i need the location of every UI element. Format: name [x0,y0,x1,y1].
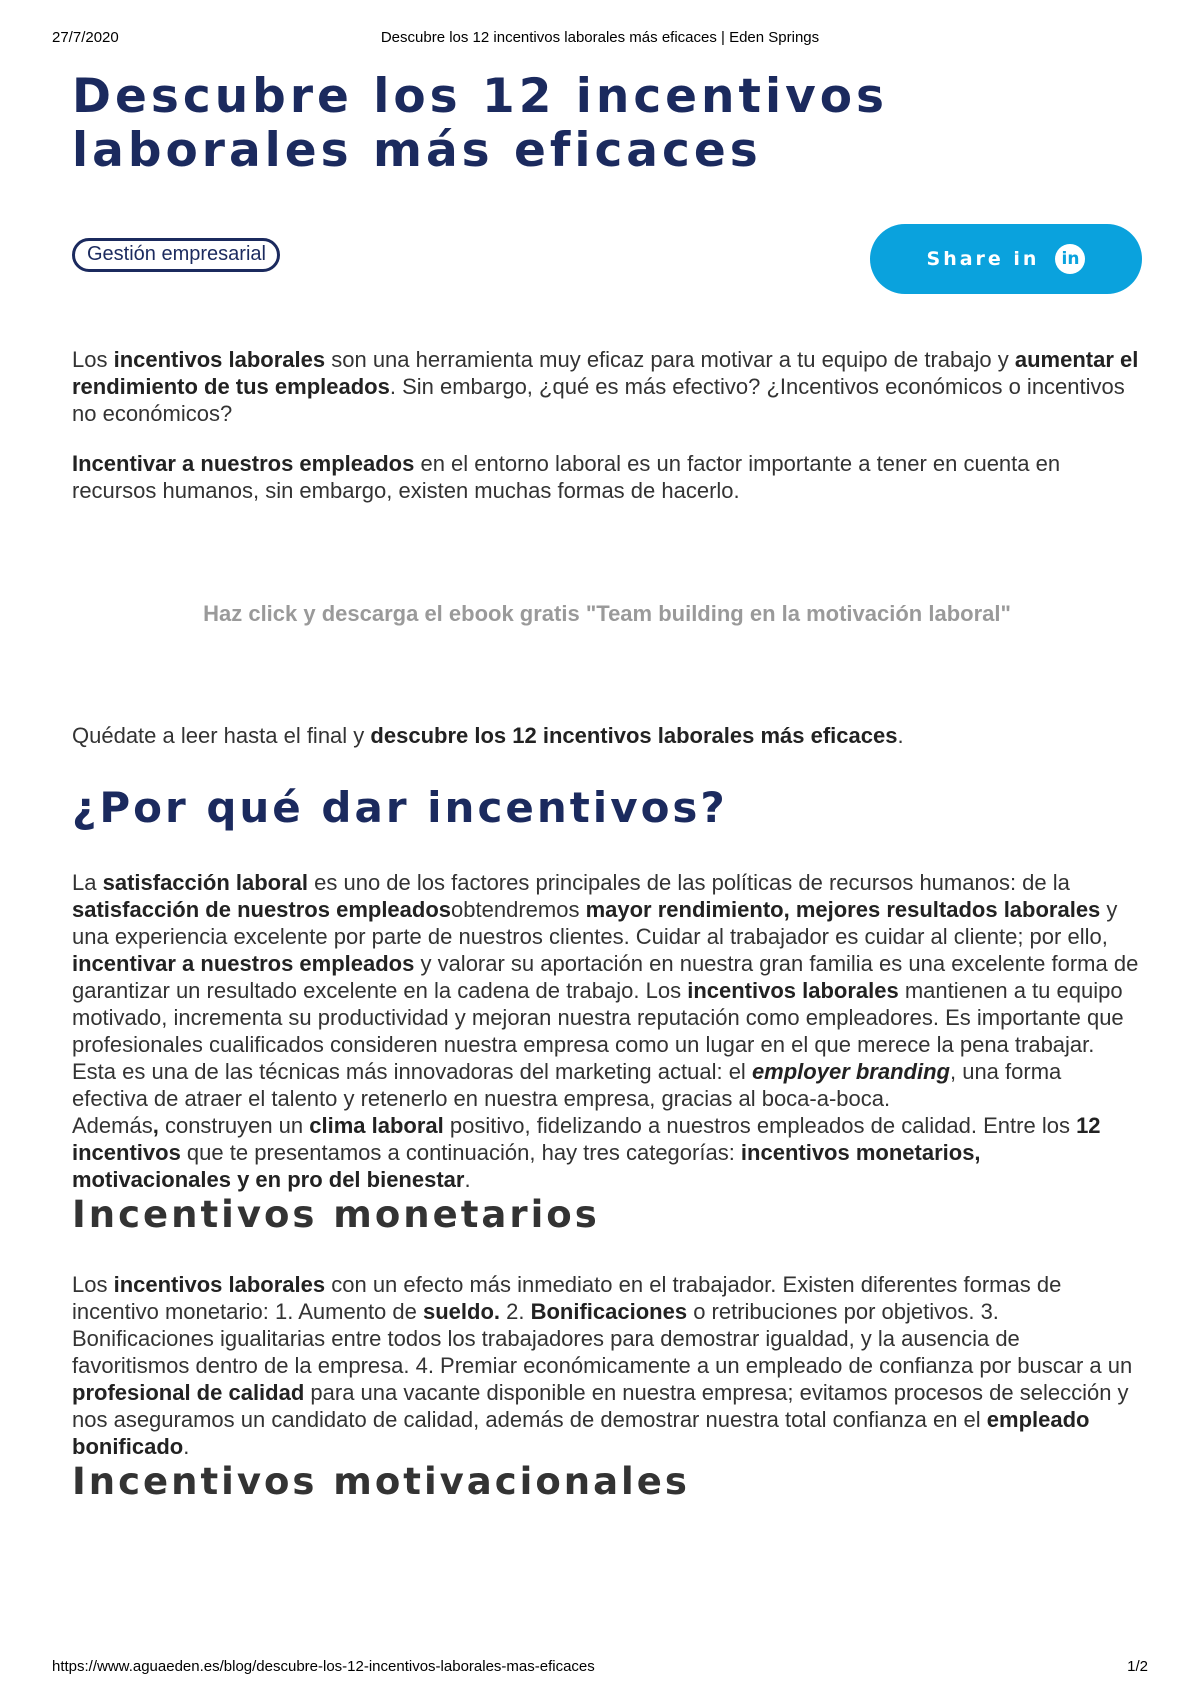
page-number: 1/2 [1127,1658,1148,1675]
print-date: 27/7/2020 [52,29,119,46]
share-linkedin-button[interactable] [870,224,1142,294]
print-page-title: Descubre los 12 incentivos laborales más eficaces | Eden Springs [380,29,820,46]
section-heading-why: ¿Por qué dar incentivos? [72,783,728,832]
article [72,70,1142,1504]
category-tag[interactable]: Gestión empresarial [72,238,280,272]
article-meta-row [72,224,1142,304]
print-header [52,29,1148,49]
print-footer [52,1658,1148,1678]
ebook-download-link[interactable]: Haz click y descarga el ebook gratis "Team building en la motivación laboral" [203,601,1011,626]
intro-paragraph-2: Incentivar a nuestros empleados en el entorno laboral es un factor importante a tener en cuenta en recursos humanos, sin embargo, existen muchas formas de hacerlo. [72,451,1061,503]
share-label: Share in [926,248,1040,270]
article-title [72,70,1142,178]
linkedin-icon: in [1055,244,1085,274]
intro-paragraph: Los incentivos laborales son una herramienta muy eficaz para motivar a tu equipo de trabajo y aumentar el rendimiento de tus empleados. Sin embargo, ¿qué es más efectivo? ¿Incentivos económicos o incentivos no económicos? [72,347,1139,426]
stay-paragraph: Quédate a leer hasta el final y descubre los 12 incentivos laborales más eficaces. [72,723,904,748]
article-title-line-1: Descubre los 12 incentivos [72,69,888,124]
subheading-motivational: Incentivos motivacionales [72,1460,690,1503]
subheading-monetary: Incentivos monetarios [72,1193,600,1236]
print-url: https://www.aguaeden.es/blog/descubre-los-12-incentivos-laborales-mas-eficaces [52,1658,595,1675]
article-title-line-2: laborales más eficaces [72,123,762,178]
monetary-paragraph: Los incentivos laborales con un efecto más inmediato en el trabajador. Existen diferentes formas de incentivo monetario: 1. Aumento de sueldo. 2. Bonificaciones o retribuciones por objetivos. 3. Bonificaciones igualitarias entre todos los trabajadores para demostrar igualdad, y la ausencia de favoritismos dentro de la empresa. 4. Premiar económicamente a un empleado de confianza por buscar a un profesional de calidad para una vacante disponible en nuestra empresa; evitamos procesos de selección y nos aseguramos un candidato de calidad, además de demostrar nuestra total confianza en el empleado bonificado. [72,1272,1133,1459]
why-paragraph: La satisfacción laboral es uno de los factores principales de las políticas de recursos humanos: de la satisfacción de nuestros empleadosobtendremos mayor rendimiento, mejores resultados laborales y una experiencia excelente por parte de nuestros clientes. Cuidar al trabajador es cuidar al cliente; por ello, incentivar a nuestros empleados y valorar su aportación en nuestra gran familia es una excelente forma de garantizar un resultado excelente en la cadena de trabajo. Los incentivos laborales mantienen a tu equipo motivado, incrementa su productividad y mejoran nuestra reputación como empleadores. Es importante que profesionales cualificados consideren nuestra empresa como un lugar en el que merece la pena trabajar. Esta es una de las técnicas más innovadoras del marketing actual: el employer branding, una forma efectiva de atraer el talento y retenerlo en nuestra empresa, gracias al boca-a-boca. Además, construyen un clima laboral positivo, fidelizando a nuestros empleados de calidad. Entre los 12 incentivos que te presentamos a continuación, hay tres categorías: incentivos monetarios, motivacionales y en pro del bienestar. [72,870,1139,1192]
